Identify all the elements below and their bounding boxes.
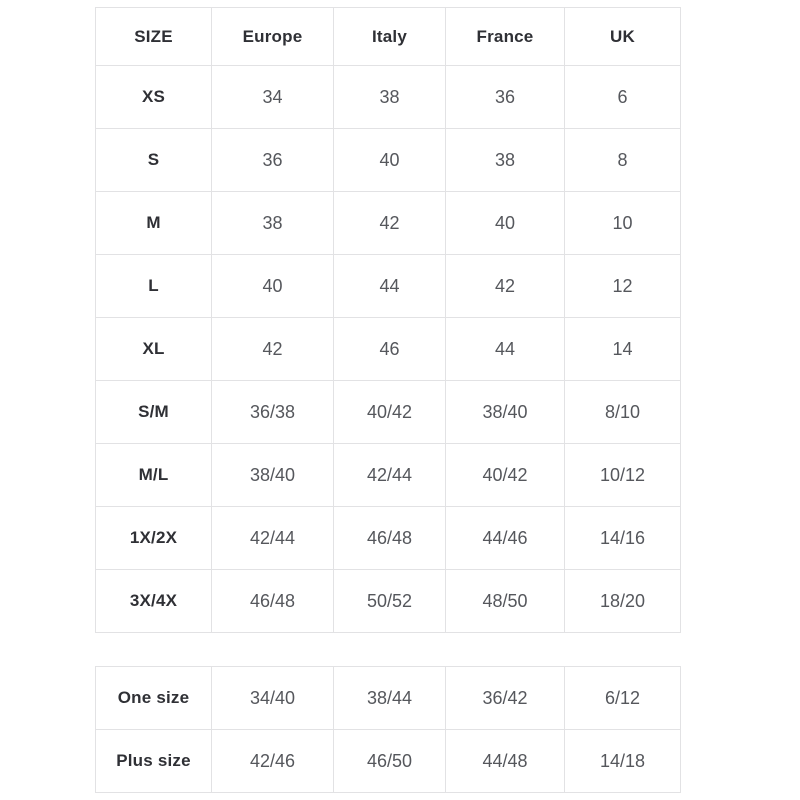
size-cell: 38 (446, 129, 565, 192)
header-row (96, 8, 681, 66)
row-label: XL (96, 318, 212, 381)
row-label: 3X/4X (96, 570, 212, 633)
column-header-italy: Italy (334, 8, 446, 66)
size-cell: 40 (446, 192, 565, 255)
table-row (96, 730, 681, 793)
size-cell: 42/44 (212, 507, 334, 570)
column-header-france: France (446, 8, 565, 66)
table-row (96, 318, 681, 381)
size-cell: 38/40 (212, 444, 334, 507)
table-row (96, 66, 681, 129)
size-cell: 40/42 (334, 381, 446, 444)
size-cell: 42/44 (334, 444, 446, 507)
size-cell: 38 (334, 66, 446, 129)
row-label: L (96, 255, 212, 318)
size-cell: 14/18 (565, 730, 681, 793)
table-row (96, 570, 681, 633)
size-cell: 14 (565, 318, 681, 381)
table-row (96, 129, 681, 192)
row-label: XS (96, 66, 212, 129)
size-cell: 40 (334, 129, 446, 192)
size-cell: 6/12 (565, 667, 681, 730)
size-cell: 44/46 (446, 507, 565, 570)
row-label: S (96, 129, 212, 192)
size-cell: 46/50 (334, 730, 446, 793)
size-cell: 40/42 (446, 444, 565, 507)
row-label: Plus size (96, 730, 212, 793)
size-cell: 44 (446, 318, 565, 381)
size-cell: 50/52 (334, 570, 446, 633)
size-cell: 46/48 (334, 507, 446, 570)
row-label: 1X/2X (96, 507, 212, 570)
size-cell: 38/44 (334, 667, 446, 730)
table-row (96, 255, 681, 318)
size-cell: 42 (446, 255, 565, 318)
column-header-size: SIZE (96, 8, 212, 66)
size-cell: 18/20 (565, 570, 681, 633)
size-cell: 6 (565, 66, 681, 129)
size-cell: 48/50 (446, 570, 565, 633)
size-cell: 44/48 (446, 730, 565, 793)
size-cell: 34 (212, 66, 334, 129)
size-cell: 34/40 (212, 667, 334, 730)
size-cell: 36/38 (212, 381, 334, 444)
size-cell: 42 (334, 192, 446, 255)
table-row (96, 507, 681, 570)
size-cell: 46 (334, 318, 446, 381)
size-cell: 10/12 (565, 444, 681, 507)
size-cell: 42 (212, 318, 334, 381)
size-cell: 12 (565, 255, 681, 318)
row-label: One size (96, 667, 212, 730)
size-cell: 36 (446, 66, 565, 129)
size-cell: 36/42 (446, 667, 565, 730)
size-cell: 44 (334, 255, 446, 318)
row-label: M/L (96, 444, 212, 507)
size-conversion-table-extra (95, 666, 681, 793)
size-cell: 42/46 (212, 730, 334, 793)
table-row (96, 667, 681, 730)
size-cell: 38/40 (446, 381, 565, 444)
row-label: M (96, 192, 212, 255)
table-row (96, 192, 681, 255)
size-cell: 36 (212, 129, 334, 192)
size-cell: 40 (212, 255, 334, 318)
column-header-uk: UK (565, 8, 681, 66)
size-cell: 38 (212, 192, 334, 255)
size-cell: 46/48 (212, 570, 334, 633)
column-header-europe: Europe (212, 8, 334, 66)
size-cell: 8/10 (565, 381, 681, 444)
table-row (96, 381, 681, 444)
table-row (96, 444, 681, 507)
row-label: S/M (96, 381, 212, 444)
size-cell: 8 (565, 129, 681, 192)
size-cell: 14/16 (565, 507, 681, 570)
size-cell: 10 (565, 192, 681, 255)
size-conversion-table-main (95, 7, 681, 633)
